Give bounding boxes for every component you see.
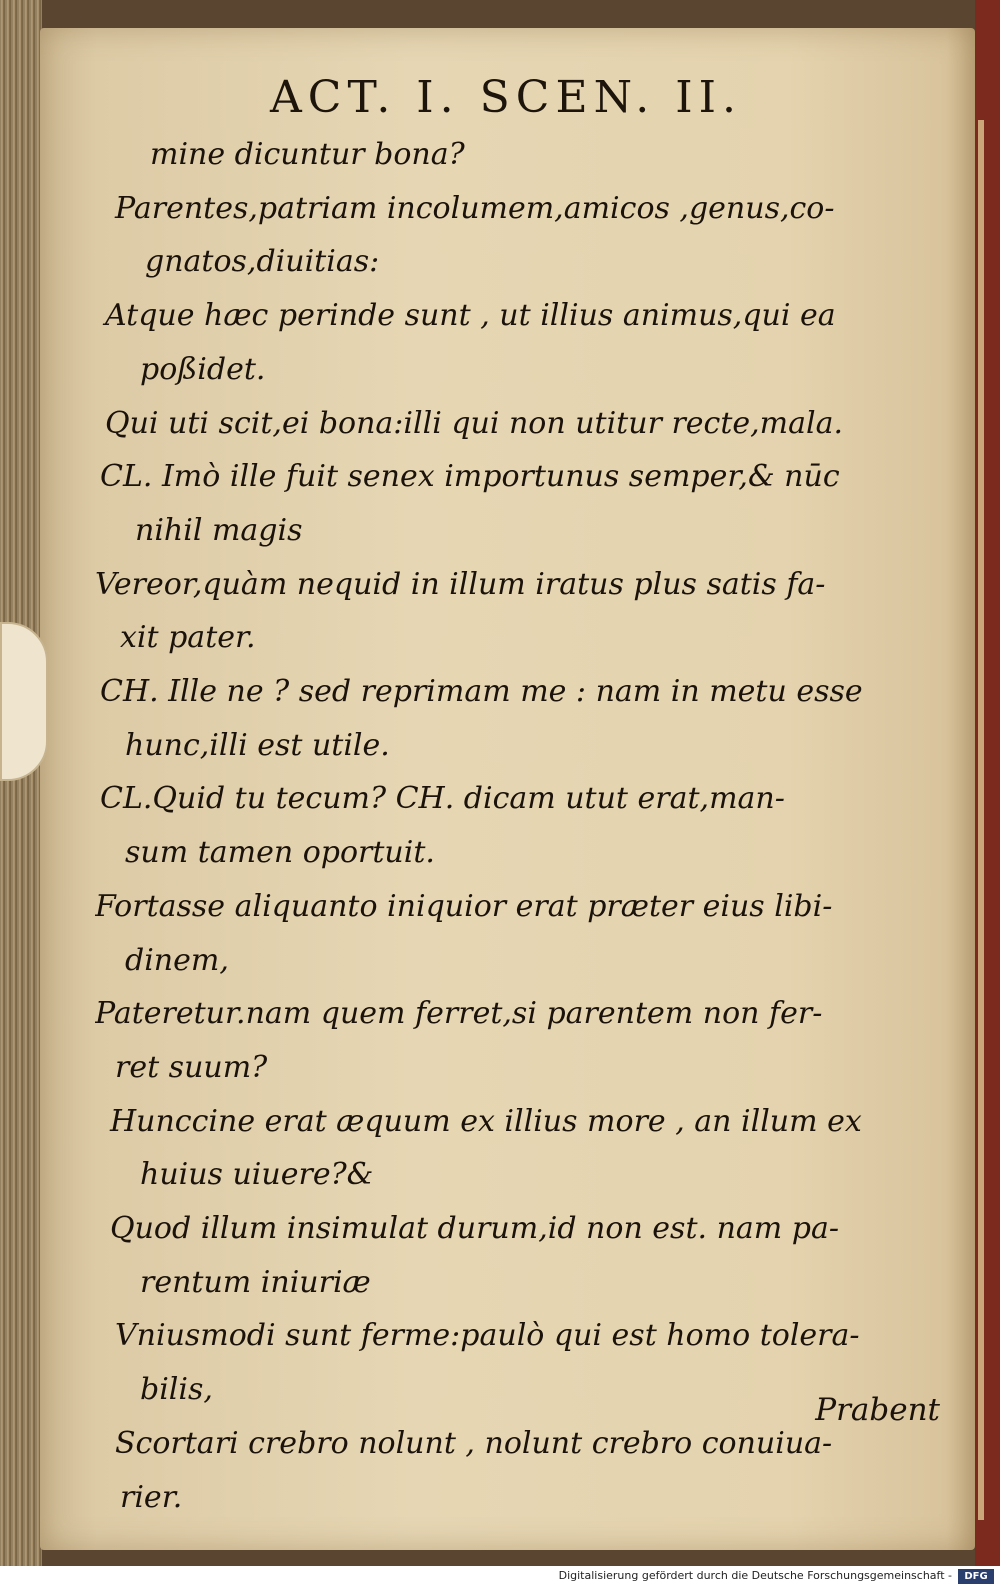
digitization-footer	[0, 1566, 1000, 1588]
facing-page-edge	[978, 120, 984, 1520]
text-line: huius uiuere?&	[140, 1157, 374, 1193]
text-line: Fortasse aliquanto iniquior erat præter eius libi-	[95, 888, 833, 924]
running-head: ACT. I. SCEN. II.	[270, 72, 742, 123]
text-line: CL.Quid tu tecum? CH. dicam utut erat,man-	[100, 781, 785, 817]
text-line: poßidet.	[140, 351, 266, 387]
text-line: Hunccine erat æquum ex illius more , an illum ex	[110, 1103, 862, 1139]
footer-credit: Digitalisierung gefördert durch die Deutsche Forschungsgemeinschaft -	[558, 1569, 952, 1582]
text-line: Atque hæc perinde sunt , ut illius animus,qui ea	[105, 298, 836, 334]
text-line: mine dicuntur bona?	[150, 137, 465, 172]
text-line: CL. Imò ille fuit senex importunus semper,& nūc	[100, 459, 840, 495]
book-fore-edge	[0, 0, 42, 1566]
text-line: gnatos,diuitias:	[145, 244, 380, 280]
body-text	[95, 128, 940, 1524]
text-line: Pateretur.nam quem ferret,si parentem non fer-	[95, 996, 823, 1032]
text-line: Vniusmodi sunt ferme:paulò qui est homo tolera-	[115, 1318, 860, 1354]
page-holder-clip	[0, 622, 48, 781]
text-line: ret suum?	[115, 1049, 268, 1085]
text-line: Parentes,patriam incolumem,amicos ,genus,co-	[115, 190, 835, 226]
text-line: dinem,	[125, 942, 229, 978]
text-line: nihil magis	[135, 512, 303, 548]
catchword: Prabent	[815, 1392, 940, 1428]
text-line: Vereor,quàm nequid in illum iratus plus satis fa-	[95, 566, 826, 602]
text-line: rier.	[120, 1479, 183, 1515]
text-line: rentum iniuriæ	[140, 1264, 371, 1300]
text-line: Qui uti scit,ei bona:illi qui non utitur recte,mala.	[105, 405, 844, 441]
text-line: hunc,illi est utile.	[125, 727, 390, 763]
text-line: xit pater.	[120, 620, 256, 656]
dfg-logo-icon: DFG	[958, 1569, 994, 1584]
text-line: CH. Ille ne ? sed reprimam me : nam in metu esse	[100, 674, 863, 710]
text-line: Scortari crebro nolunt , nolunt crebro conuiua-	[115, 1425, 833, 1461]
text-line: Quod illum insimulat durum,id non est. nam pa-	[110, 1211, 839, 1247]
text-line: bilis,	[140, 1372, 213, 1408]
text-line: sum tamen oportuit.	[125, 835, 435, 871]
